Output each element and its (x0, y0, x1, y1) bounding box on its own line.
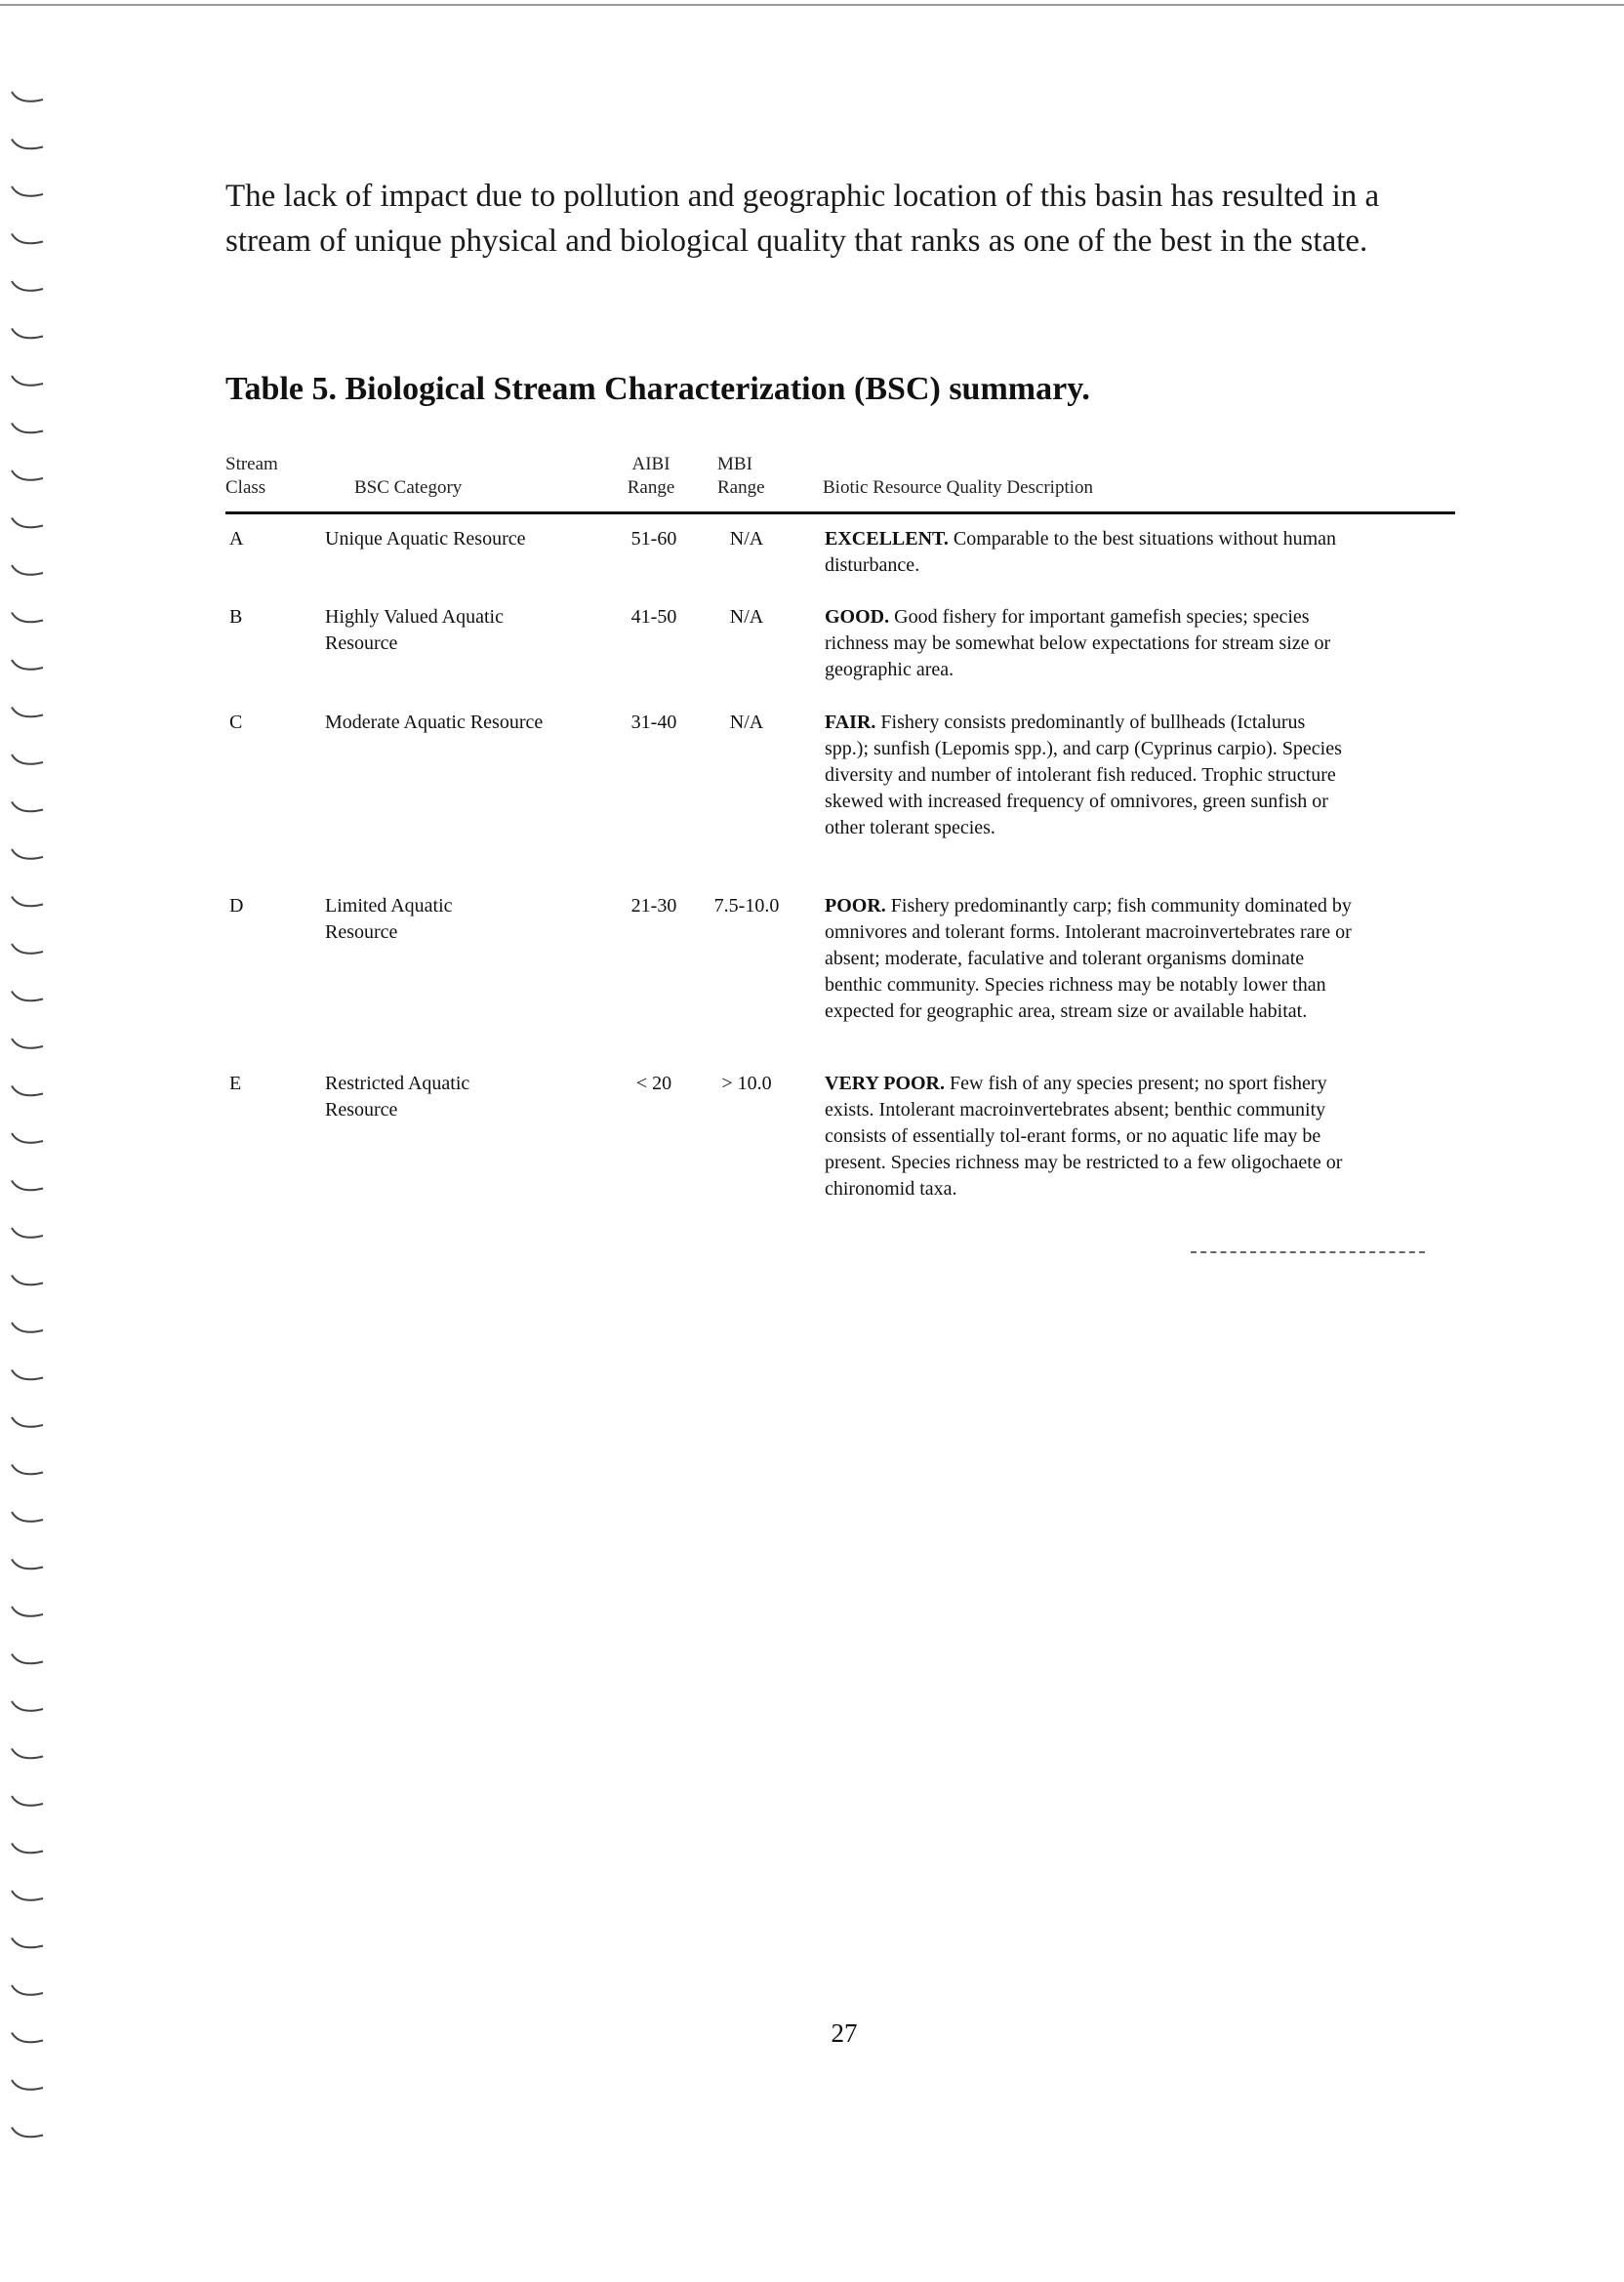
row-category: Moderate Aquatic Resource (325, 712, 544, 733)
quality-text: Fishery predominantly carp; fish community dominated by omnivores and tolerant forms. Intolerant macroinvertebrates rare or absent; moderate, faculative and tolerant organisms dominate benthic community. Species richness may be notably lower than expected for geographic area, stream size or available habitat. (825, 895, 1352, 1022)
quality-rating: VERY POOR. (825, 1073, 945, 1094)
binding-hole-arc (12, 2080, 43, 2090)
row-mbi: N/A (729, 606, 764, 628)
row-description (825, 893, 1352, 1025)
row-description (825, 710, 1352, 841)
binding-hole-arc (12, 1181, 43, 1191)
table-row (225, 1071, 1455, 1237)
table-row (225, 710, 1455, 893)
quality-rating: EXCELLENT. (825, 528, 949, 550)
table-end-rule (1191, 1251, 1425, 1253)
header-mbi-range: MBI Range (717, 454, 765, 498)
row-mbi: N/A (729, 528, 764, 550)
row-class: A (229, 528, 244, 550)
binding-hole-arc (12, 897, 43, 907)
row-category: Restricted Aquatic Resource (325, 1073, 470, 1121)
binding-hole-arc (12, 1465, 43, 1475)
bsc-summary-table (225, 447, 1455, 1237)
binding-hole-arc (12, 849, 43, 859)
intro-paragraph: The lack of impact due to pollution and geographic location of this basin has resulted in a stream of unique physical and biological quality that ranks as one of the best in the state. (225, 179, 1380, 259)
row-class: E (229, 1073, 242, 1094)
page-number: 27 (831, 2018, 858, 2048)
binding-hole-arc (12, 518, 43, 528)
row-category: Limited Aquatic Resource (325, 895, 453, 943)
binding-hole-arc (12, 944, 43, 954)
binding-hole-arc (12, 1891, 43, 1900)
row-mbi: N/A (729, 712, 764, 733)
binding-hole-arc (12, 329, 43, 339)
table-header (225, 447, 1455, 514)
binding-hole-arc (12, 1749, 43, 1759)
row-category: Highly Valued Aquatic Resource (325, 606, 504, 654)
row-aibi: 51-60 (630, 528, 677, 550)
binding-hole-arc (12, 1133, 43, 1143)
quality-text: Good fishery for important gamefish species; species richness may be somewhat below expectations for stream size or geographic area. (825, 606, 1331, 680)
header-description: Biotic Resource Quality Description (823, 477, 1094, 498)
quality-rating: POOR. (825, 895, 886, 917)
header-aibi-range: AIBI Range (627, 454, 675, 498)
row-mbi: > 10.0 (721, 1073, 772, 1094)
quality-rating: GOOD. (825, 606, 890, 628)
binding-hole-arc (12, 1560, 43, 1569)
row-class: B (229, 606, 243, 628)
row-description (825, 1071, 1352, 1202)
binding-hole-arc (12, 1228, 43, 1238)
binding-hole-arc (12, 186, 43, 196)
header-stream-class: Stream Class (225, 454, 278, 498)
row-aibi: < 20 (635, 1073, 672, 1094)
top-edge-rule (0, 4, 1624, 6)
row-description (825, 526, 1352, 579)
quality-rating: FAIR. (825, 712, 876, 733)
binding-hole-arc (12, 1512, 43, 1522)
binding-hole-arc (12, 613, 43, 623)
binding-hole-arc (12, 1370, 43, 1380)
binding-hole-arc (12, 1701, 43, 1711)
row-class: D (229, 895, 244, 917)
binding-hole-arc (12, 424, 43, 433)
row-aibi: 41-50 (630, 606, 677, 628)
binding-hole-arc (12, 1039, 43, 1048)
binding-hole-arc (12, 1276, 43, 1285)
binding-hole-arc (12, 2128, 43, 2138)
binding-hole-arc (12, 992, 43, 1001)
binding-hole-arc (12, 1654, 43, 1664)
header-bsc-category: BSC Category (354, 477, 463, 498)
table-row (225, 893, 1455, 1071)
row-mbi: 7.5-10.0 (713, 895, 780, 917)
table-row (225, 604, 1455, 710)
binding-hole-arc (12, 660, 43, 670)
table-title: Table 5. Biological Stream Characterization (BSC) summary. (225, 371, 1090, 407)
binding-hole-arc (12, 376, 43, 386)
binding-hole-arc (12, 1323, 43, 1332)
binding-hole-arc (12, 1938, 43, 1948)
binding-hole-arc (12, 234, 43, 244)
quality-text: Fishery consists predominantly of bullheads (Ictalurus spp.); sunfish (Lepomis spp.), and carp (Cyprinus carpio). Species diversity and number of intolerant fish reduced. Trophic structure skewed with increased frequency of omnivores, green sunfish or other tolerant species. (825, 712, 1342, 838)
row-aibi: 31-40 (630, 712, 677, 733)
binding-hole-arc (12, 754, 43, 764)
binding-hole-arc (12, 92, 43, 102)
binding-holes-margin (0, 78, 68, 2167)
binding-hole-arc (12, 1086, 43, 1096)
binding-hole-arc (12, 802, 43, 812)
binding-hole-arc (12, 1844, 43, 1854)
binding-hole-arc (12, 708, 43, 717)
quality-text: Comparable to the best situations without human disturbance. (825, 528, 1337, 576)
binding-hole-arc (12, 565, 43, 575)
row-class: C (229, 712, 243, 733)
row-category: Unique Aquatic Resource (325, 528, 526, 550)
row-aibi: 21-30 (630, 895, 677, 917)
binding-hole-arc (12, 1985, 43, 1995)
binding-hole-arc (12, 1607, 43, 1616)
quality-text: Few fish of any species present; no sport fishery exists. Intolerant macroinvertebrates absent; benthic community consists of essentially tol-erant forms, or no aquatic life may be present. Species richness may be restricted to a few oligochaete or chironomid taxa. (825, 1073, 1343, 1200)
binding-hole-arc (12, 140, 43, 149)
binding-marks (0, 78, 68, 2167)
row-description (825, 604, 1352, 683)
binding-hole-arc (12, 1796, 43, 1806)
table-row (225, 526, 1455, 604)
binding-hole-arc (12, 470, 43, 480)
binding-hole-arc (12, 281, 43, 291)
binding-hole-arc (12, 1417, 43, 1427)
